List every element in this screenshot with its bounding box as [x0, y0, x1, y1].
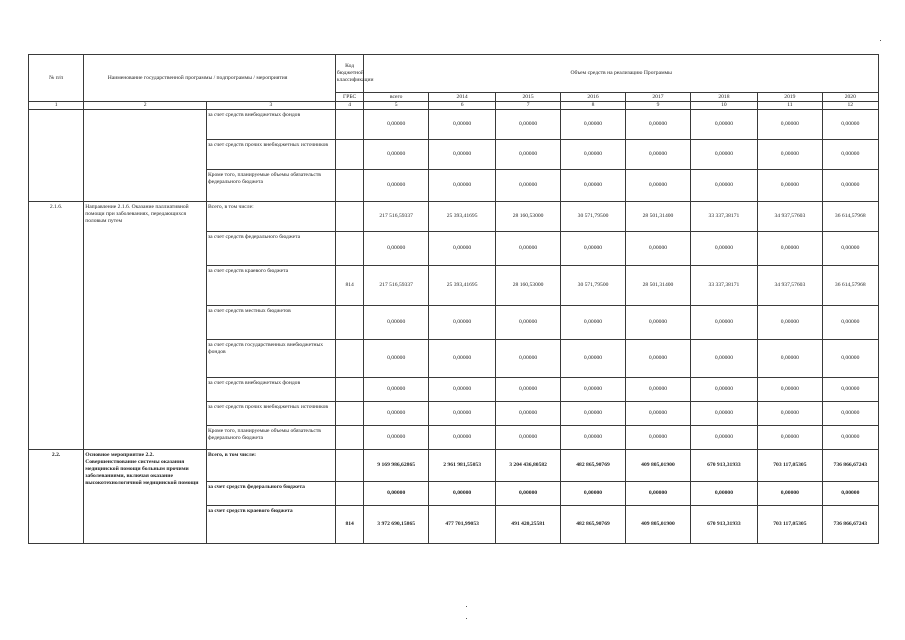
amount-cell: 0,00000 — [428, 140, 496, 170]
amount-cell: 0,00000 — [822, 232, 878, 266]
header-year: 2020 — [822, 93, 878, 102]
funding-source: Кроме того, планируемые объемы обязательств федерального бюджета — [206, 170, 335, 202]
amount-cell: 0,00000 — [626, 170, 690, 202]
grbs-code — [335, 110, 364, 140]
program-name: Основное мероприятие 2.2. Совершенствование системы оказания медицинской помощи больным прочими заболеваниями, включая оказание высокотехнологичной медицинской помощи — [84, 450, 207, 544]
funding-source: за счет средств прочих внебюджетных источников — [206, 140, 335, 170]
header-name: Наименование государственной программы / подпрограммы / мероприятия — [84, 55, 336, 102]
amount-cell: 217 516,59337 — [364, 266, 428, 306]
header-num: № п/п — [29, 55, 84, 102]
amount-cell: 0,00000 — [428, 306, 496, 340]
column-index: 6 — [428, 102, 496, 110]
column-index: 11 — [758, 102, 822, 110]
amount-cell: 0,00000 — [428, 110, 496, 140]
amount-cell: 28 501,31400 — [626, 266, 690, 306]
grbs-code — [335, 232, 364, 266]
funding-source: за счет средств местных бюджетов — [206, 306, 335, 340]
amount-cell: 0,00000 — [690, 170, 758, 202]
amount-cell: 0,00000 — [364, 306, 428, 340]
amount-cell: 0,00000 — [560, 402, 625, 426]
column-index: 8 — [560, 102, 625, 110]
amount-cell: 482 865,90769 — [560, 506, 625, 544]
amount-cell: 0,00000 — [428, 340, 496, 378]
column-index: 4 — [335, 102, 364, 110]
column-index: 1 — [29, 102, 84, 110]
amount-cell: 0,00000 — [690, 482, 758, 506]
amount-cell: 703 117,05305 — [758, 450, 822, 482]
amount-cell: 409 805,01900 — [626, 506, 690, 544]
amount-cell: 0,00000 — [626, 426, 690, 450]
amount-cell: 491 420,25581 — [496, 506, 560, 544]
amount-cell: 670 913,31933 — [690, 450, 758, 482]
grbs-code: 814 — [335, 266, 364, 306]
amount-cell: 25 393,41695 — [428, 266, 496, 306]
amount-cell: 0,00000 — [496, 110, 560, 140]
amount-cell: 0,00000 — [364, 426, 428, 450]
amount-cell: 33 337,38171 — [690, 266, 758, 306]
amount-cell: 0,00000 — [758, 170, 822, 202]
grbs-code — [335, 402, 364, 426]
funding-source: за счет средств внебюджетных фондов — [206, 110, 335, 140]
amount-cell: 36 614,57968 — [822, 202, 878, 232]
amount-cell: 0,00000 — [822, 426, 878, 450]
amount-cell: 0,00000 — [560, 110, 625, 140]
amount-cell: 0,00000 — [496, 482, 560, 506]
amount-cell: 0,00000 — [822, 402, 878, 426]
column-index: 3 — [206, 102, 335, 110]
amount-cell: 0,00000 — [428, 482, 496, 506]
amount-cell: 477 701,99053 — [428, 506, 496, 544]
amount-cell: 0,00000 — [690, 232, 758, 266]
amount-cell: 2 961 981,55053 — [428, 450, 496, 482]
amount-cell: 0,00000 — [560, 340, 625, 378]
amount-cell: 0,00000 — [428, 378, 496, 402]
amount-cell: 0,00000 — [626, 482, 690, 506]
amount-cell: 0,00000 — [364, 110, 428, 140]
grbs-code — [335, 340, 364, 378]
amount-cell: 30 571,79500 — [560, 202, 625, 232]
grbs-code — [335, 202, 364, 232]
amount-cell: 0,00000 — [690, 306, 758, 340]
amount-cell: 736 866,67243 — [822, 506, 878, 544]
amount-cell: 25 393,41695 — [428, 202, 496, 232]
amount-cell: 0,00000 — [496, 340, 560, 378]
grbs-code — [335, 306, 364, 340]
amount-cell: 0,00000 — [364, 402, 428, 426]
amount-cell: 0,00000 — [496, 232, 560, 266]
amount-cell: 0,00000 — [496, 378, 560, 402]
amount-cell: 0,00000 — [560, 482, 625, 506]
funding-source: за счет средств краевого бюджета — [206, 506, 335, 544]
amount-cell: 0,00000 — [560, 170, 625, 202]
table-row — [29, 450, 879, 482]
section-number: 2.1.6. — [29, 202, 84, 450]
amount-cell: 36 614,57968 — [822, 266, 878, 306]
amount-cell: 0,00000 — [626, 378, 690, 402]
funding-source: Всего, в том числе: — [206, 202, 335, 232]
column-index: 12 — [822, 102, 878, 110]
amount-cell: 30 571,79500 — [560, 266, 625, 306]
funding-source: Всего, в том числе: — [206, 450, 335, 482]
header-year: 2014 — [428, 93, 496, 102]
amount-cell: 0,00000 — [758, 426, 822, 450]
scan-speck — [466, 618, 467, 619]
amount-cell: 0,00000 — [560, 140, 625, 170]
amount-cell: 0,00000 — [758, 482, 822, 506]
scan-speck — [466, 606, 467, 607]
amount-cell: 482 865,90769 — [560, 450, 625, 482]
amount-cell: 0,00000 — [364, 232, 428, 266]
amount-cell: 0,00000 — [560, 306, 625, 340]
column-index: 9 — [626, 102, 690, 110]
amount-cell: 28 501,31400 — [626, 202, 690, 232]
amount-cell: 0,00000 — [364, 140, 428, 170]
program-name: Направление 2.1.6. Оказание паллиативной помощи при заболеваниях, передающихся половым путем — [84, 202, 207, 450]
amount-cell: 0,00000 — [428, 402, 496, 426]
scan-speck — [880, 40, 881, 41]
amount-cell: 0,00000 — [690, 426, 758, 450]
amount-cell: 0,00000 — [690, 378, 758, 402]
amount-cell: 0,00000 — [690, 402, 758, 426]
amount-cell: 3 972 690,15865 — [364, 506, 428, 544]
amount-cell: 409 805,01900 — [626, 450, 690, 482]
amount-cell: 0,00000 — [496, 140, 560, 170]
column-index: 5 — [364, 102, 428, 110]
header-year: 2017 — [626, 93, 690, 102]
amount-cell: 0,00000 — [496, 306, 560, 340]
amount-cell: 0,00000 — [364, 482, 428, 506]
amount-cell: 736 866,67243 — [822, 450, 878, 482]
amount-cell: 0,00000 — [758, 340, 822, 378]
program-name — [84, 110, 207, 202]
amount-cell: 0,00000 — [626, 232, 690, 266]
column-index: 2 — [84, 102, 207, 110]
amount-cell: 0,00000 — [560, 426, 625, 450]
amount-cell: 0,00000 — [428, 426, 496, 450]
amount-cell: 0,00000 — [626, 306, 690, 340]
amount-cell: 703 117,05305 — [758, 506, 822, 544]
table-row — [29, 202, 879, 232]
grbs-code — [335, 482, 364, 506]
funding-source: за счет средств государственных внебюджетных фондов — [206, 340, 335, 378]
grbs-code: 814 — [335, 506, 364, 544]
amount-cell: 28 160,53000 — [496, 202, 560, 232]
grbs-code — [335, 170, 364, 202]
amount-cell: 670 913,31933 — [690, 506, 758, 544]
amount-cell: 0,00000 — [822, 482, 878, 506]
amount-cell: 0,00000 — [560, 378, 625, 402]
funding-source: Кроме того, планируемые объемы обязательств федерального бюджета — [206, 426, 335, 450]
amount-cell: 0,00000 — [428, 170, 496, 202]
header-code: Код бюджетной классификации — [335, 55, 364, 93]
header-volume: Объем средств на реализацию Программы — [364, 55, 879, 93]
amount-cell: 34 937,57603 — [758, 266, 822, 306]
section-number — [29, 110, 84, 202]
amount-cell: 0,00000 — [690, 140, 758, 170]
amount-cell: 3 204 436,80582 — [496, 450, 560, 482]
amount-cell: 0,00000 — [822, 340, 878, 378]
amount-cell: 0,00000 — [822, 140, 878, 170]
amount-cell: 0,00000 — [364, 378, 428, 402]
header-year: всего — [364, 93, 428, 102]
section-number: 2.2. — [29, 450, 84, 544]
header-year: 2019 — [758, 93, 822, 102]
amount-cell: 0,00000 — [560, 232, 625, 266]
header-grbs: ГРБС — [335, 93, 364, 102]
amount-cell: 0,00000 — [690, 110, 758, 140]
amount-cell: 0,00000 — [758, 232, 822, 266]
program-funding-table — [28, 54, 879, 544]
amount-cell: 0,00000 — [758, 378, 822, 402]
grbs-code — [335, 378, 364, 402]
amount-cell: 28 160,53000 — [496, 266, 560, 306]
grbs-code — [335, 140, 364, 170]
header-row — [29, 55, 879, 93]
amount-cell: 0,00000 — [690, 340, 758, 378]
amount-cell: 0,00000 — [496, 170, 560, 202]
header-year: 2016 — [560, 93, 625, 102]
funding-source: за счет средств прочих внебюджетных источников — [206, 402, 335, 426]
amount-cell: 34 937,57603 — [758, 202, 822, 232]
amount-cell: 0,00000 — [428, 232, 496, 266]
amount-cell: 0,00000 — [626, 402, 690, 426]
amount-cell: 0,00000 — [758, 140, 822, 170]
header-year: 2015 — [496, 93, 560, 102]
amount-cell: 0,00000 — [626, 140, 690, 170]
grbs-code — [335, 426, 364, 450]
amount-cell: 0,00000 — [758, 306, 822, 340]
table-row — [29, 110, 879, 140]
header-year: 2018 — [690, 93, 758, 102]
funding-source: за счет средств федерального бюджета — [206, 482, 335, 506]
column-index: 7 — [496, 102, 560, 110]
amount-cell: 0,00000 — [822, 378, 878, 402]
amount-cell: 0,00000 — [626, 110, 690, 140]
funding-source: за счет средств краевого бюджета — [206, 266, 335, 306]
amount-cell: 0,00000 — [496, 426, 560, 450]
amount-cell: 0,00000 — [822, 110, 878, 140]
amount-cell: 0,00000 — [364, 340, 428, 378]
amount-cell: 0,00000 — [364, 170, 428, 202]
amount-cell: 9 169 986,62865 — [364, 450, 428, 482]
amount-cell: 0,00000 — [758, 110, 822, 140]
amount-cell: 217 516,59337 — [364, 202, 428, 232]
amount-cell: 33 337,38171 — [690, 202, 758, 232]
amount-cell: 0,00000 — [822, 306, 878, 340]
grbs-code — [335, 450, 364, 482]
column-index-row — [29, 102, 879, 110]
column-index: 10 — [690, 102, 758, 110]
amount-cell: 0,00000 — [758, 402, 822, 426]
funding-source: за счет средств федерального бюджета — [206, 232, 335, 266]
amount-cell: 0,00000 — [496, 402, 560, 426]
amount-cell: 0,00000 — [626, 340, 690, 378]
funding-source: за счет средств внебюджетных фондов — [206, 378, 335, 402]
amount-cell: 0,00000 — [822, 170, 878, 202]
